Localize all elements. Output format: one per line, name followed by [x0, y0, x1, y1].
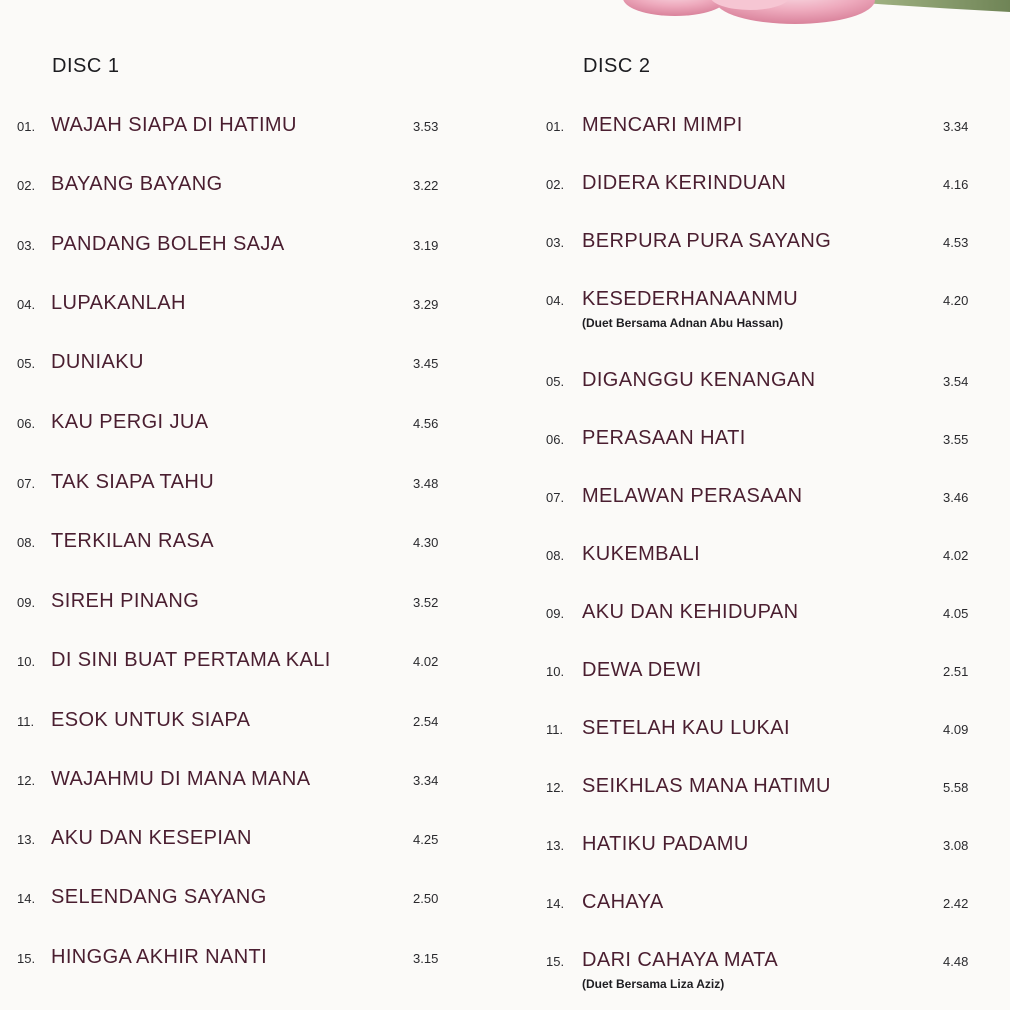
- track-number: 15.: [546, 954, 565, 969]
- track-title: SETELAH KAU LUKAI: [582, 717, 790, 739]
- track-duet-note: (Duet Bersama Liza Aziz): [582, 977, 725, 991]
- track-duration: 3.29: [413, 297, 439, 312]
- disc-2-heading: DISC 2: [583, 55, 651, 77]
- track-number: 10.: [17, 654, 36, 669]
- track-duration: 4.20: [943, 293, 969, 308]
- track-title: PANDANG BOLEH SAJA: [51, 233, 285, 255]
- track-duration: 5.58: [943, 780, 969, 795]
- disc-1-heading: DISC 1: [52, 55, 120, 77]
- track-duration: 4.02: [943, 548, 969, 563]
- track-number: 13.: [546, 838, 565, 853]
- track-row: [0, 949, 1010, 991]
- track-number: 13.: [17, 832, 36, 847]
- track-number: 08.: [546, 548, 565, 563]
- track-title: SIREH PINANG: [51, 590, 200, 612]
- track-title: DARI CAHAYA MATA: [582, 949, 779, 971]
- track-number: 11.: [17, 714, 35, 729]
- track-duration: 3.54: [943, 374, 969, 389]
- track-title: WAJAHMU DI MANA MANA: [51, 768, 311, 790]
- track-title: DI SINI BUAT PERTAMA KALI: [51, 649, 331, 671]
- track-title: DIGANGGU KENANGAN: [582, 369, 816, 391]
- track-duration: 3.15: [413, 951, 439, 966]
- track-title: KUKEMBALI: [582, 543, 701, 565]
- track-row: [0, 543, 1010, 573]
- track-title: DUNIAKU: [51, 351, 144, 373]
- track-number: 07.: [546, 490, 565, 505]
- track-number: 06.: [17, 416, 36, 431]
- track-number: 09.: [546, 606, 565, 621]
- track-number: 05.: [546, 374, 565, 389]
- track-title: MELAWAN PERASAAN: [582, 485, 803, 507]
- track-title: DEWA DEWI: [582, 659, 702, 681]
- track-duration: 3.52: [413, 595, 439, 610]
- track-title: SEIKHLAS MANA HATIMU: [582, 775, 831, 797]
- track-duration: 4.48: [943, 954, 969, 969]
- track-row: [0, 775, 1010, 805]
- track-row: [0, 485, 1010, 515]
- track-title: WAJAH SIAPA DI HATIMU: [51, 114, 297, 136]
- track-duet-note: (Duet Bersama Adnan Abu Hassan): [582, 316, 784, 330]
- track-duration: 3.55: [943, 432, 969, 447]
- track-duration: 4.05: [943, 606, 969, 621]
- track-title: TAK SIAPA TAHU: [51, 471, 215, 493]
- track-row: [0, 230, 1010, 260]
- track-duration: 4.02: [413, 654, 439, 669]
- track-title: KESEDERHANAANMU: [582, 288, 799, 310]
- track-number: 04.: [17, 297, 36, 312]
- track-title: SELENDANG SAYANG: [51, 886, 267, 908]
- track-duration: 3.46: [943, 490, 969, 505]
- track-row: [0, 114, 1010, 144]
- track-duration: 2.51: [943, 664, 969, 679]
- track-number: 12.: [546, 780, 565, 795]
- track-row: [0, 659, 1010, 689]
- track-duration: 4.09: [943, 722, 969, 737]
- track-duration: 4.56: [413, 416, 439, 431]
- track-duration: 3.22: [413, 178, 439, 193]
- track-number: 01.: [546, 119, 565, 134]
- track-duration: 3.48: [413, 476, 439, 491]
- track-number: 10.: [546, 664, 565, 679]
- track-duration: 2.42: [943, 896, 969, 911]
- track-duration: 4.25: [413, 832, 439, 847]
- track-number: 14.: [17, 891, 36, 906]
- track-title: HATIKU PADAMU: [582, 833, 749, 855]
- track-number: 02.: [546, 177, 565, 192]
- track-duration: 3.34: [943, 119, 969, 134]
- track-title: KAU PERGI JUA: [51, 411, 209, 433]
- track-number: 03.: [17, 238, 36, 253]
- track-title: BERPURA PURA SAYANG: [582, 230, 832, 252]
- track-duration: 4.30: [413, 535, 439, 550]
- track-number: 07.: [17, 476, 36, 491]
- track-number: 09.: [17, 595, 36, 610]
- track-title: AKU DAN KEHIDUPAN: [582, 601, 799, 623]
- track-number: 11.: [546, 722, 564, 737]
- track-duration: 3.34: [413, 773, 439, 788]
- track-duration: 4.16: [943, 177, 969, 192]
- track-duration: 3.08: [943, 838, 969, 853]
- track-row: [0, 833, 1010, 863]
- track-duration: 2.50: [413, 891, 439, 906]
- track-title: LUPAKANLAH: [51, 292, 186, 314]
- track-duration: 4.53: [943, 235, 969, 250]
- track-number: 05.: [17, 356, 36, 371]
- track-title: CAHAYA: [582, 891, 664, 913]
- track-number: 06.: [546, 432, 565, 447]
- track-duration: 3.45: [413, 356, 439, 371]
- track-title: TERKILAN RASA: [51, 530, 215, 552]
- track-number: 03.: [546, 235, 565, 250]
- track-title: ESOK UNTUK SIAPA: [51, 709, 251, 731]
- track-duration: 2.54: [413, 714, 439, 729]
- track-number: 14.: [546, 896, 565, 911]
- track-row: [0, 601, 1010, 631]
- track-row: [0, 288, 1010, 330]
- track-row: [0, 427, 1010, 457]
- track-duration: 3.19: [413, 238, 439, 253]
- track-number: 02.: [17, 178, 36, 193]
- track-row: [0, 369, 1010, 399]
- track-number: 01.: [17, 119, 36, 134]
- track-number: 08.: [17, 535, 36, 550]
- track-number: 15.: [17, 951, 36, 966]
- track-row: [0, 891, 1010, 921]
- track-title: BAYANG BAYANG: [51, 173, 223, 195]
- track-title: DIDERA KERINDUAN: [582, 172, 787, 194]
- track-title: MENCARI MIMPI: [582, 114, 743, 136]
- track-number: 12.: [17, 773, 36, 788]
- track-duration: 3.53: [413, 119, 439, 134]
- track-row: [0, 172, 1010, 202]
- track-title: PERASAAN HATI: [582, 427, 746, 449]
- track-title: AKU DAN KESEPIAN: [51, 827, 252, 849]
- track-number: 04.: [546, 293, 565, 308]
- track-row: [0, 717, 1010, 747]
- track-title: HINGGA AKHIR NANTI: [51, 946, 268, 968]
